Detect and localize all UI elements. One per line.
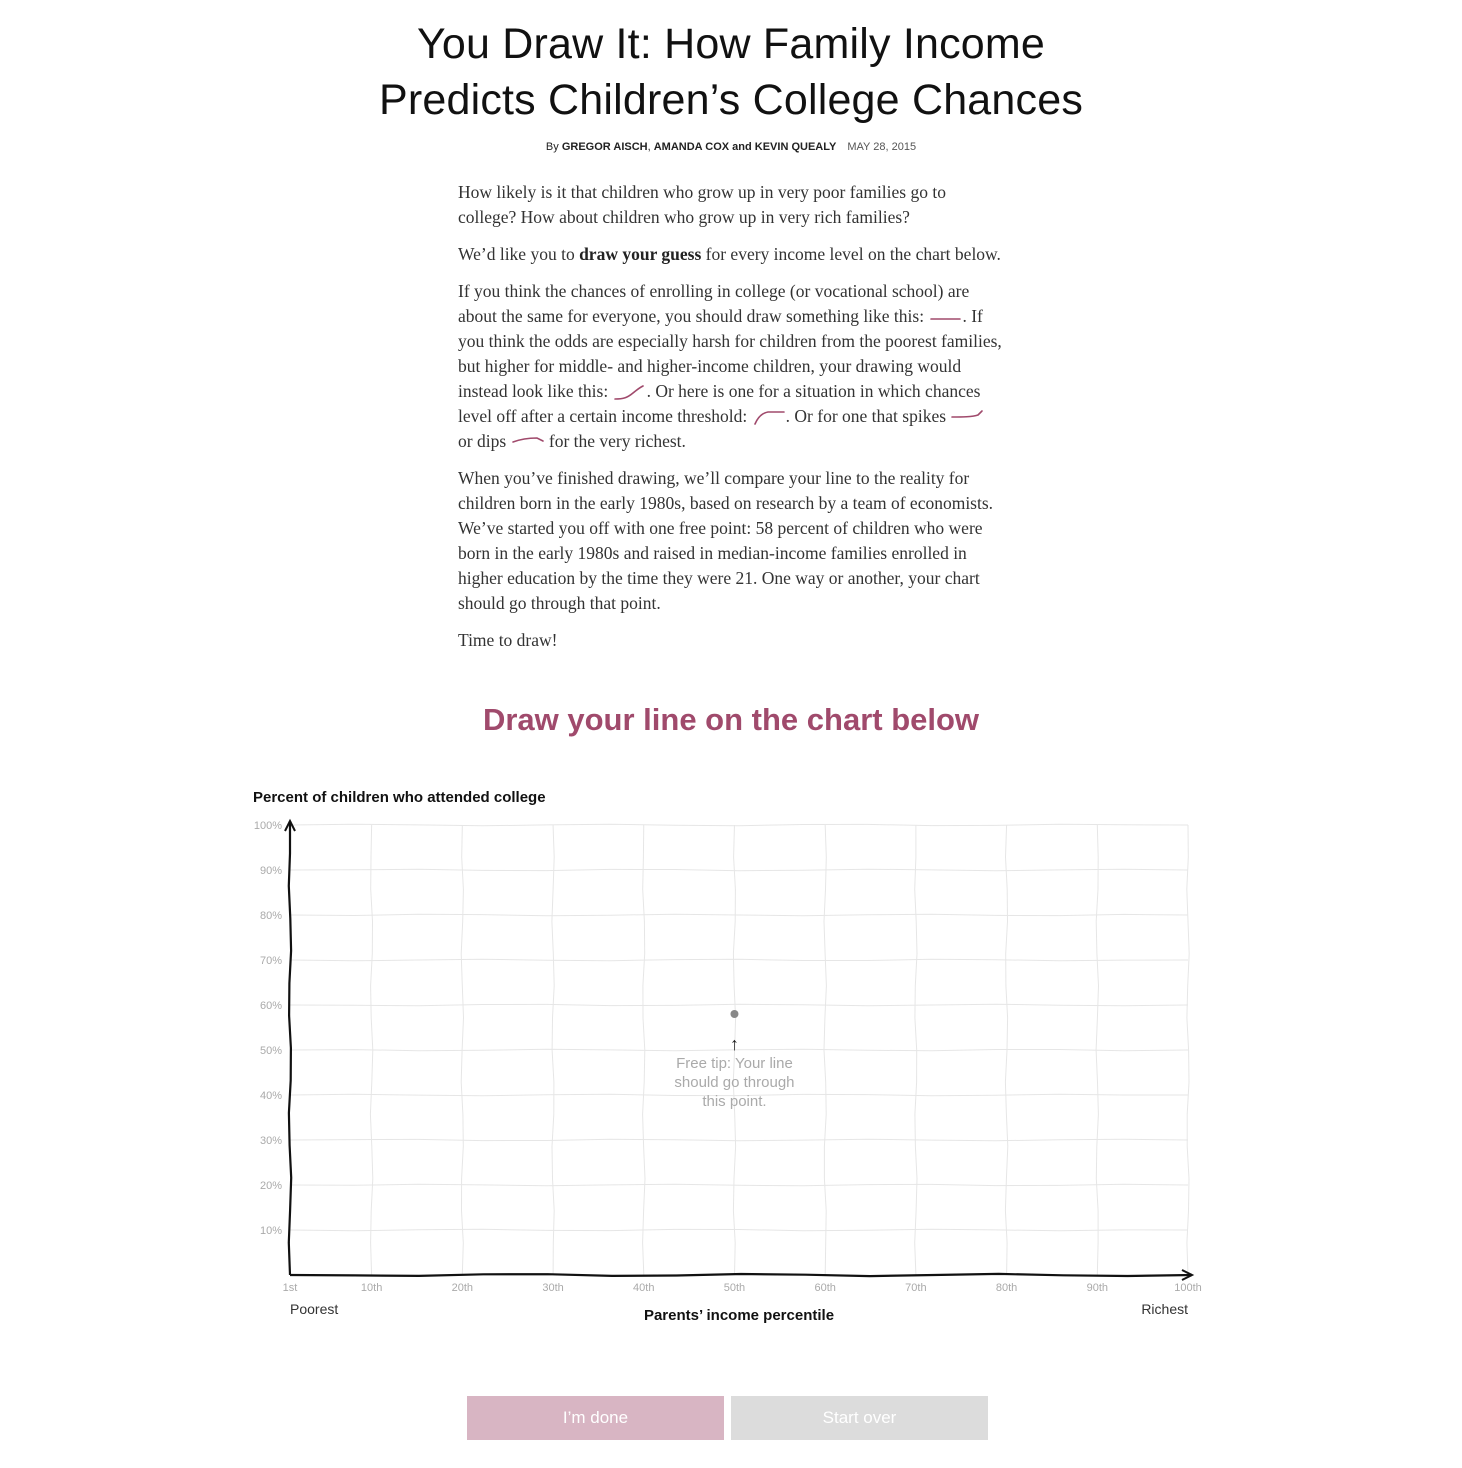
- paragraph-3: [458, 279, 1003, 454]
- x-tick-label: 80th: [995, 1282, 1018, 1294]
- y-tick-label: 60%: [259, 1000, 282, 1012]
- x-tick-label: 90th: [1086, 1282, 1109, 1294]
- level-off-line-example-icon: [752, 409, 786, 427]
- article-body: [458, 180, 1003, 665]
- y-tick-label: 10%: [259, 1225, 282, 1237]
- y-tick-label: 20%: [259, 1180, 282, 1192]
- y-tick-label: 100%: [253, 820, 282, 832]
- x-axis-right-label: Richest: [1141, 1301, 1188, 1317]
- x-axis-left-label: Poorest: [290, 1301, 339, 1317]
- paragraph-2-text-a: We’d like you to: [458, 244, 580, 264]
- y-tick-label: 30%: [259, 1135, 282, 1147]
- x-tick-label: 40th: [633, 1282, 655, 1294]
- drawing-area[interactable]: [290, 825, 1188, 1275]
- paragraph-3-text-a: If you think the chances of enrolling in college (or vocational school) are about the same for everyone, you should draw something like this:: [458, 281, 970, 326]
- page-title: [0, 16, 1462, 128]
- y-tick-label: 90%: [259, 865, 282, 877]
- paragraph-2-text-b: for every income level on the chart below.: [701, 244, 1001, 264]
- y-axis-title: Percent of children who attended college: [253, 789, 546, 806]
- draw-your-guess-emphasis: draw your guess: [579, 244, 702, 264]
- publish-date: MAY 28, 2015: [847, 141, 917, 153]
- flat-line-example-icon: [928, 309, 962, 327]
- paragraph-3-text-c: . Or here is one for a situation in which chances level off after a certain income threshold:: [458, 381, 981, 426]
- x-tick-label: 70th: [905, 1282, 927, 1294]
- byline-prefix: By: [545, 141, 559, 153]
- x-axis-title: Parents’ income percentile: [643, 1307, 835, 1324]
- you-draw-it-chart[interactable]: [240, 780, 1220, 1340]
- author-link-cox[interactable]: AMANDA COX: [653, 141, 730, 153]
- x-tick-label: 20th: [451, 1282, 474, 1294]
- start-over-button[interactable]: Start over: [731, 1396, 988, 1440]
- byline-sep: ,: [647, 141, 651, 153]
- paragraph-3-text-d: . Or for one that spikes: [785, 406, 951, 426]
- x-tick-label: 100th: [1174, 1282, 1202, 1294]
- paragraph-3-text-f: for the very richest.: [544, 431, 686, 451]
- byline-and: and: [732, 141, 752, 153]
- dip-line-example-icon: [511, 434, 545, 452]
- byline: [0, 141, 1462, 153]
- draw-prompt-heading: Draw your line on the chart below: [482, 702, 980, 737]
- spike-line-example-icon: [950, 409, 984, 427]
- y-tick-label: 80%: [259, 910, 282, 922]
- x-tick-label: 1st: [282, 1282, 298, 1294]
- x-tick-label: 50th: [723, 1282, 746, 1294]
- paragraph-2: [458, 242, 1003, 267]
- x-tick-label: 60th: [814, 1282, 836, 1294]
- author-link-quealy[interactable]: KEVIN QUEALY: [754, 141, 837, 153]
- headline-line-2: Predicts Children’s College Chances: [378, 76, 1084, 124]
- y-tick-label: 70%: [259, 955, 282, 967]
- x-tick-label: 10th: [360, 1282, 383, 1294]
- paragraph-1: How likely is it that children who grow up in very poor families go to college? How about children who grow up in very rich families?: [458, 182, 946, 227]
- y-tick-label: 50%: [259, 1045, 282, 1057]
- im-done-button[interactable]: I’m done: [467, 1396, 724, 1440]
- headline-line-1: You Draw It: How Family Income: [416, 20, 1046, 68]
- y-tick-label: 40%: [259, 1090, 282, 1102]
- author-link-aisch[interactable]: GREGOR AISCH: [561, 141, 648, 153]
- paragraph-3-text-b: . If you think the odds are especially harsh for children from the poorest families, but higher for middle- and higher-income children, your drawing would instead look like this:: [458, 306, 1002, 401]
- x-tick-label: 30th: [542, 1282, 564, 1294]
- paragraph-5: Time to draw!: [458, 630, 558, 650]
- rising-line-example-icon: [613, 384, 647, 402]
- paragraph-4: When you’ve finished drawing, we’ll compare your line to the reality for children born in the early 1980s, based on research by a team of economists. We’ve started you off with one free point: 58 percent of children who were born in the early 1980s and raised in median-income families enrolled in higher education by the time they were 21. One way or another, your chart should go through that point.: [458, 468, 994, 613]
- paragraph-3-text-e: or dips: [458, 431, 511, 451]
